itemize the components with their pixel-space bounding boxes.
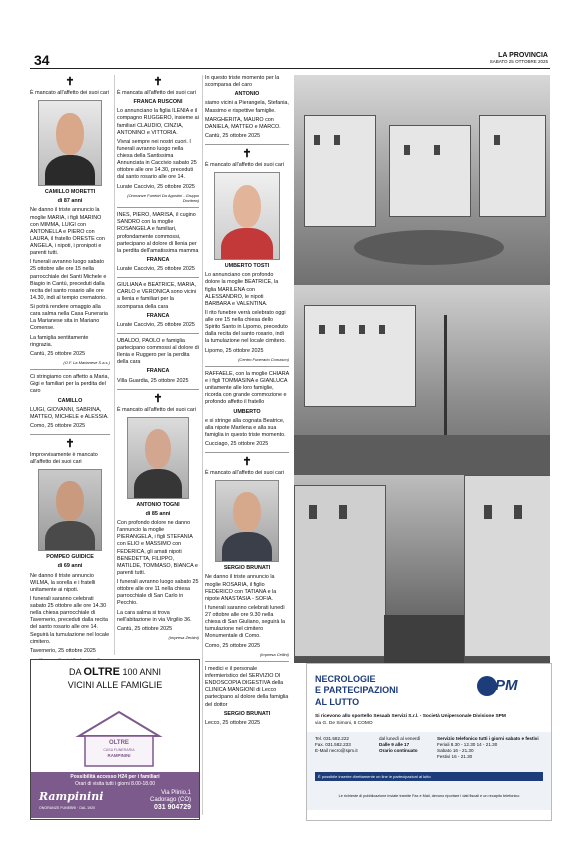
spm-saturday: Sabato 16 - 21.30 [437, 747, 474, 753]
deceased-name: SERGIO BRUNATI [223, 710, 271, 717]
notice-signature: (O.F. La Marianese S.a.s.) [63, 359, 110, 365]
notice-lead: È mancata all'affetto dei suoi cari [117, 90, 196, 96]
notice-body: Lo annunciano con profondo dolore la moglie BEATRICE, la figlia MARILENA con ALESSANDRO, le nipoti BARBARA e VALENTINA. [205, 272, 279, 307]
notice-body: Ne danno il triste annuncio WILMA, la sorella e i fratelli unitamente ai nipoti. [30, 572, 96, 593]
notice-body: GIULIANA e BEATRICE, MARIA, CARLO e VERONICA sono vicini a Ilenia e familiari per la scomparsa della cara [117, 282, 197, 310]
notice-people: MARGHERITA, MAURO con DANIELA, MATTEO e MARCO. [205, 116, 281, 130]
notice-lead: È mancato all'affetto dei suoi cari [205, 470, 284, 477]
notice-funeral: I funerali avranno luogo sabato 25 ottobre alle ore 15 nella parrocchiale dei Santi Michele e Biagio in Cantù, preceduti dalla recita del santo rosario alle ore 14.30, indi al tempio crematorio. [30, 259, 107, 301]
funeral-home-advert [30, 659, 200, 820]
divider [30, 434, 110, 435]
spm-office-hours [379, 736, 420, 754]
notice-body: I medici e il personale infermieristico del SERVIZIO DI ENDOSCOPIA DIGESTIVA della CLINICA MANGIONI di Lecco partecipano al dolore della famiglia del dottor [205, 665, 289, 708]
spm-title-line: AL LUTTO [315, 696, 360, 707]
deceased-name: SERGIO BRUNATI [223, 565, 271, 572]
notice-signature: (Onoranze Funebri Da Agostini - Gruppo Dovitrea) [127, 192, 199, 203]
page-number: 34 [34, 52, 50, 68]
notice-funeral: Vivrai sempre nei nostri cuori. I funerali avranno luogo nella chiesa della Santissima Annunciata in Caccivio sabato 25 ottobre alle ore 14.30, preceduti dal santo rosario alle ore 14. [117, 138, 197, 181]
portrait-photo [38, 469, 102, 551]
notice-lead: È mancato all'affetto dei suoi cari [205, 162, 284, 168]
deceased-age: di 85 anni [145, 510, 171, 517]
deceased-name: CAMILLO MORETTI [44, 189, 96, 196]
notice-funeral: I funerali saranno celebrati lunedì 27 ottobre alle ore 9.30 nella chiesa di San Giuliano, seguirà la tumulazione nel cimitero Monumentale di Como. [205, 604, 286, 640]
advert-address-line: Cadorago (CO) [149, 797, 191, 804]
advert-subheadline: VICINI ALLE FAMIGLIE [67, 680, 163, 690]
notice-body: Ne danno il triste annuncio la moglie ROSARIA, il figlio FEDERICO con TATIANA e la nipote ANASTASIA - SOFIA. [205, 574, 277, 602]
spm-days: dal lunedì al venerdì [379, 736, 421, 741]
historic-photo-piazza [294, 75, 550, 285]
notice-body: Lo annunciano la figlia ILENIA e il compagno RUGGERO, insieme ai familiari CLAUDIO, CINZIA, ANTONINO e VITTORIA. [117, 108, 199, 136]
notice-place: Lurate Caccivio, 25 ottobre 2025 [117, 266, 195, 273]
notice-signature: (Impresa Cellini) [259, 651, 289, 657]
spm-title-line: E PARTECIPAZIONI [315, 685, 399, 696]
notice-thanks: La famiglia sentitamente ringrazia. [30, 334, 89, 348]
cross-icon: ✝ [65, 76, 75, 88]
notice-place: Lurate Caccivio, 25 ottobre 2025 [117, 183, 195, 190]
spm-hours: Dalle 9 alle 17 [379, 741, 410, 747]
divider [117, 333, 199, 334]
notice-place: Lecco, 25 ottobre 2025 [205, 719, 261, 726]
spm-holiday: Festivi 16 - 21.30 [437, 753, 473, 759]
notice-lead: Improvvisamente è mancato all'affetto dei suoi cari [30, 452, 98, 466]
column-rule [114, 75, 115, 655]
divider [205, 144, 289, 145]
house-label: OLTRE [109, 740, 129, 746]
historic-photo-lakefront [294, 285, 550, 475]
cross-icon: ✝ [65, 438, 75, 451]
divider [117, 389, 199, 390]
advert-headline-part: DA [68, 667, 84, 677]
notice-place: Cantù, 25 ottobre 2025 [117, 625, 173, 632]
notice-funeral: Il rito funebre verrà celebrato oggi alle ore 15 nella chiesa dello Spirito Santo in Lipomo, preceduto dalla recita del santo rosario, indi la tumulazione nel locale cimitero. [205, 309, 288, 345]
spm-weekday: Feriali 8.30 - 12.30 14 - 21.30 [437, 741, 498, 747]
notice-lead: È mancato all'affetto dei suoi cari [30, 90, 109, 96]
notice-place: Tavernerio, 25 ottobre 2025 [30, 647, 96, 654]
deceased-name: ANTONIO [234, 91, 260, 98]
spm-title-line: NECROLOGIE [315, 674, 376, 684]
deceased-name: FRANCA [146, 312, 170, 319]
deceased-name: UMBERTO [233, 408, 261, 415]
notice-people: siamo vicini a Pierangela, Stefania, Massimo e rispettive famiglie. [205, 100, 289, 114]
spm-intro: Si ricevono allo sportello Sesaab Servizi S.r.l. - Società Unipersonale Divisione SPM [315, 714, 506, 719]
spm-logo [477, 674, 537, 698]
spm-fax: Fax. 031.582.233 [315, 741, 351, 747]
house-icon [75, 708, 163, 768]
obituary-column-3 [205, 75, 289, 729]
spm-necrology-box [306, 663, 552, 821]
cross-icon: ✝ [242, 456, 252, 469]
notice-body: RAFFAELE, con la moglie CHIARA e i figli TOMMASINA e GIANLUCA unitamente alle loro famiglie, ricorda con grande commozione e profondo affetto il fratello [205, 370, 289, 406]
spm-phones [315, 736, 358, 754]
spm-logo-text: SPM [485, 677, 518, 694]
divider [117, 277, 199, 278]
notice-signature: (Impresa Zerbini) [168, 634, 199, 640]
notice-place: Cantù, 25 ottobre 2025 [205, 132, 261, 139]
spm-tel: Tel. 031.582.222 [315, 736, 349, 741]
notice-signature: (Centro Funerario Comasco) [238, 356, 289, 362]
deceased-name: FRANCA [146, 368, 170, 375]
column-rule [202, 75, 203, 815]
notice-body: UBALDO, PAOLO e famiglia partecipano commossi al dolore di Ilenia e Ruggero per la perdita della cara [117, 337, 199, 366]
notice-place: Lurate Caccivio, 25 ottobre 2025 [117, 321, 195, 328]
portrait-photo [38, 100, 102, 186]
deceased-name: ANTONIO TOGNI [136, 501, 180, 508]
top-rule [30, 68, 550, 69]
notice-place: Como, 25 ottobre 2025 [205, 642, 261, 649]
deceased-age: di 69 anni [57, 563, 83, 570]
advert-headline-part: 100 ANNI [119, 667, 161, 677]
advert-access: Possibilità accesso H24 per i familiari [70, 774, 160, 780]
obituary-column-1 [30, 75, 110, 669]
notice-body: Ne danno il triste annuncio la moglie MARIA, i figli MARINO con MIMMA, LUIGI con ANTONELLA e PIERO con LAURA, il fratello ORESTE con ANGELA, i nipoti, i pronipoti e parenti tutti. [30, 207, 105, 257]
notice-place: Cucciago, 25 ottobre 2025 [205, 441, 269, 448]
cross-icon: ✝ [153, 392, 163, 405]
notice-place: Cantù, 25 ottobre 2025 [30, 350, 86, 357]
advert-headline-emphasis: OLTRE [83, 666, 120, 678]
notice-funeral: I funerali avranno luogo sabato 25 ottobre alle ore 11 nella chiesa parrocchiale di San Carlo in Pecchio. [117, 579, 199, 607]
advert-headline [31, 666, 199, 678]
notice-place: Villa Guardia, 25 ottobre 2025 [117, 377, 189, 384]
advert-info-band [31, 772, 199, 818]
masthead [490, 52, 548, 65]
portrait-photo [215, 480, 279, 562]
spm-phone-service-title: Servizio telefonico tutti i giorni sabato e festivi [437, 736, 539, 741]
publication-date: SABATO 25 OTTOBRE 2025 [489, 58, 548, 64]
divider [205, 452, 289, 453]
divider [205, 366, 289, 367]
spm-online-band: È possibile inserire direttamente on line le partecipazioni al lutto [315, 772, 543, 781]
notice-people: LUIGI, GIOVANNI, SABRINA, MATTEO, MICHELE e ALESSIA. [30, 406, 109, 420]
deceased-name: CAMILLO [57, 397, 83, 404]
deceased-age: di 87 anni [57, 198, 83, 205]
divider [117, 207, 199, 208]
spm-address: via G. De Simoni, 6 COMO [315, 721, 373, 726]
spm-phone-service [437, 736, 547, 760]
notice-body: Con profondo dolore ne danno l'annuncio la moglie PIERANGELA, i figli STEFANIA con ELIO e MASSIMO con FEDERICA, gli amati nipoti BENEDETTA, FILIPPO, MATILDE, TOMMASO, BIANCA e parenti tutti. [117, 520, 198, 576]
notice-body: INES, PIERO, MARISA, il cugino SANDRO con la moglie ROSANGELA e familiari, profondamente commossi, partecipano al dolore di Ilenia per la perdita dell'amatissima mamma [117, 212, 199, 254]
house-brand: RAMPININI [107, 753, 131, 758]
spm-contacts [307, 732, 551, 810]
advert-brand-sub: ONORANZE FUNEBRI · DAL 1920 [39, 806, 96, 810]
advert-phone: 031 904729 [154, 804, 191, 812]
obituary-column-2 [117, 75, 199, 642]
notice-lead: Ci stringiamo con affetto a Maria, Gigi e familiari per la perdita del caro [30, 374, 109, 395]
divider [30, 369, 110, 370]
deceased-name: FRANCA RUSCONI [133, 99, 183, 106]
portrait-photo [127, 417, 189, 499]
notice-funeral: I funerali saranno celebrati sabato 25 ottobre alle ore 14.30 nella chiesa parrocchiale di Tavernerio, preceduti dalla recita del santo rosario alle ore 14. Seguirà la tumulazione nel locale cimitero. [30, 595, 110, 645]
cross-icon: ✝ [153, 76, 163, 88]
advert-address [150, 790, 191, 813]
deceased-name: POMPEO GUIDICE [46, 554, 94, 561]
cross-icon: ✝ [242, 148, 252, 160]
house-sub: CASA FUNERARIA [103, 748, 135, 752]
spm-email: E-Mail necro@spm.it [315, 747, 358, 753]
deceased-name: UMBERTO TOSTI [224, 263, 270, 270]
historic-photo-collage [294, 75, 550, 663]
notice-visit: La cara salma si trova nell'abitazione in via Virgilio 36. [117, 609, 192, 623]
notice-place: Como, 25 ottobre 2025 [30, 422, 86, 429]
spm-title [315, 674, 398, 708]
deceased-name: FRANCA [146, 256, 170, 263]
advert-address-line: Via Plinio,1 [161, 790, 191, 796]
publication-name: LA PROVINCIA [498, 52, 548, 59]
advert-hours: Orari di visita tutti i giorni 8.00-18.00 [74, 781, 156, 787]
divider [205, 661, 289, 662]
spm-continuous: Orario continuato [379, 747, 418, 753]
historic-photo-street [294, 475, 550, 663]
advert-brand: Rampinini [39, 790, 104, 803]
notice-body: e si stringe alla cognata Beatrice, alla nipote Marilena e alla sua famiglia in questo triste momento. [205, 417, 286, 438]
notice-lead: È mancato all'affetto dei suoi cari [117, 406, 196, 413]
portrait-photo [214, 172, 280, 260]
notice-visit: Si potrà rendere omaggio alla cara salma nella Casa Funeraria La Marianese sita in Mariano Comense. [30, 304, 108, 332]
spm-footer: Le richieste di pubblicazione inviate tramite Fax e Mail, devono riportare i dati fiscali e un recapito telefonico [338, 794, 520, 798]
notice-place: Lipomo, 25 ottobre 2025 [205, 347, 264, 354]
notice-body: In questo triste momento per la scomparsa del caro [205, 75, 280, 89]
